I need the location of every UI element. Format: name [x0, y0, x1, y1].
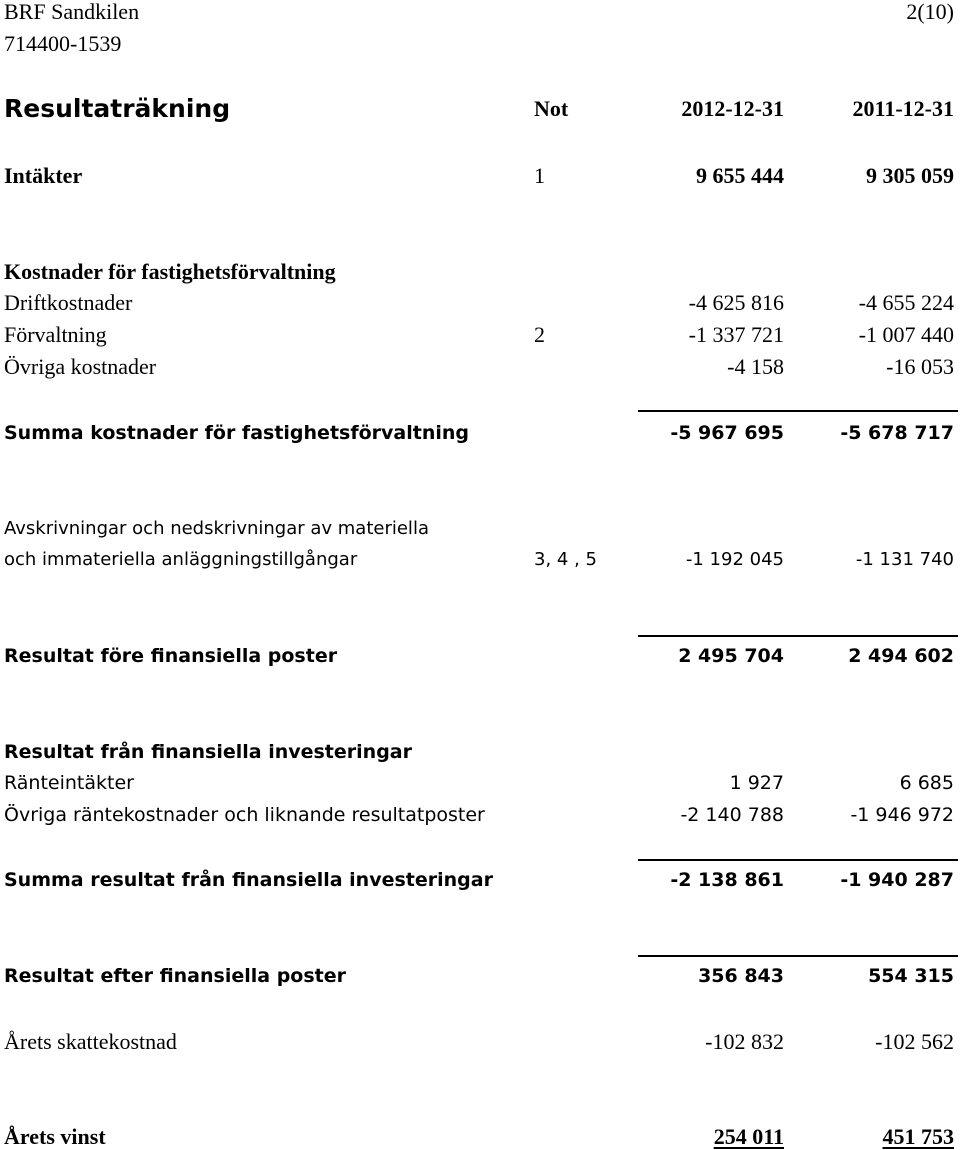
row-current-resultat-fore: 2 495 704 [678, 645, 784, 667]
row-previous-resultat-fore: 2 494 602 [848, 645, 954, 667]
row-label-summa-finansiella: Summa resultat från finansiella investeringar [4, 869, 493, 891]
row-note-forvaltning: 2 [534, 322, 545, 347]
subtotal-rule-kostnader [638, 410, 958, 412]
row-label-resultat-efter: Resultat efter finansiella poster [4, 965, 346, 987]
row-current-summa-finansiella: -2 138 861 [670, 869, 784, 891]
row-current-ranteintakter: 1 927 [729, 772, 784, 794]
row-current-arets-vinst: 254 011 [713, 1124, 784, 1149]
row-current-intakter: 9 655 444 [696, 163, 784, 188]
statement-title: Resultaträkning [4, 94, 231, 123]
row-previous-arets-vinst: 451 753 [882, 1124, 954, 1149]
row-label-forvaltning: Förvaltning [4, 322, 107, 347]
organization-number: 714400-1539 [4, 31, 122, 56]
row-current-resultat-efter: 356 843 [698, 965, 784, 987]
row-label-arets-vinst: Årets vinst [4, 1124, 106, 1149]
section-heading-finansiella: Resultat från finansiella investeringar [4, 741, 412, 763]
row-previous-driftkostnader: -4 655 224 [858, 290, 954, 315]
row-current-ovriga-kostnader: -4 158 [727, 354, 784, 379]
row-previous-ranteintakter: 6 685 [899, 772, 954, 794]
row-note-avskrivningar: 3, 4 , 5 [534, 549, 597, 570]
row-current-rantekostnader: -2 140 788 [680, 804, 784, 826]
row-label-ranteintakter: Ränteintäkter [4, 772, 134, 794]
page-number: 2(10) [906, 0, 954, 24]
subtotal-rule-resultat-efter [638, 955, 958, 957]
row-label-ovriga-kostnader: Övriga kostnader [4, 354, 157, 379]
row-previous-forvaltning: -1 007 440 [858, 322, 954, 347]
row-current-forvaltning: -1 337 721 [688, 322, 784, 347]
row-previous-ovriga-kostnader: -16 053 [886, 354, 954, 379]
row-previous-skattekostnad: -102 562 [875, 1029, 954, 1054]
row-current-summa-kostnader: -5 967 695 [670, 422, 784, 444]
row-current-driftkostnader: -4 625 816 [688, 290, 784, 315]
subtotal-rule-resultat-fore [638, 635, 958, 637]
row-note-intakter: 1 [534, 163, 545, 188]
column-header-current: 2012-12-31 [681, 96, 784, 121]
row-previous-avskrivningar: -1 131 740 [855, 549, 954, 570]
column-header-previous: 2011-12-31 [852, 96, 954, 121]
row-previous-summa-finansiella: -1 940 287 [840, 869, 954, 891]
row-label-intakter: Intäkter [4, 163, 83, 188]
row-current-skattekostnad: -102 832 [705, 1029, 784, 1054]
row-previous-rantekostnader: -1 946 972 [850, 804, 954, 826]
row-label-avskrivningar-line1: Avskrivningar och nedskrivningar av materiella [4, 518, 429, 539]
row-label-resultat-fore: Resultat före finansiella poster [4, 645, 338, 667]
row-label-avskrivningar-line2: och immateriella anläggningstillgångar [4, 549, 358, 570]
row-previous-resultat-efter: 554 315 [868, 965, 954, 987]
section-heading-kostnader: Kostnader för fastighetsförvaltning [4, 259, 336, 284]
row-label-rantekostnader: Övriga räntekostnader och liknande resultatposter [4, 804, 485, 826]
row-current-avskrivningar: -1 192 045 [685, 549, 784, 570]
row-previous-intakter: 9 305 059 [866, 163, 954, 188]
row-label-summa-kostnader: Summa kostnader för fastighetsförvaltning [4, 422, 469, 444]
row-previous-summa-kostnader: -5 678 717 [840, 422, 954, 444]
row-label-driftkostnader: Driftkostnader [4, 290, 133, 315]
organization-name: BRF Sandkilen [4, 0, 140, 24]
row-label-skattekostnad: Årets skattekostnad [4, 1029, 177, 1054]
column-header-note: Not [534, 96, 569, 121]
subtotal-rule-finansiella [638, 859, 958, 861]
